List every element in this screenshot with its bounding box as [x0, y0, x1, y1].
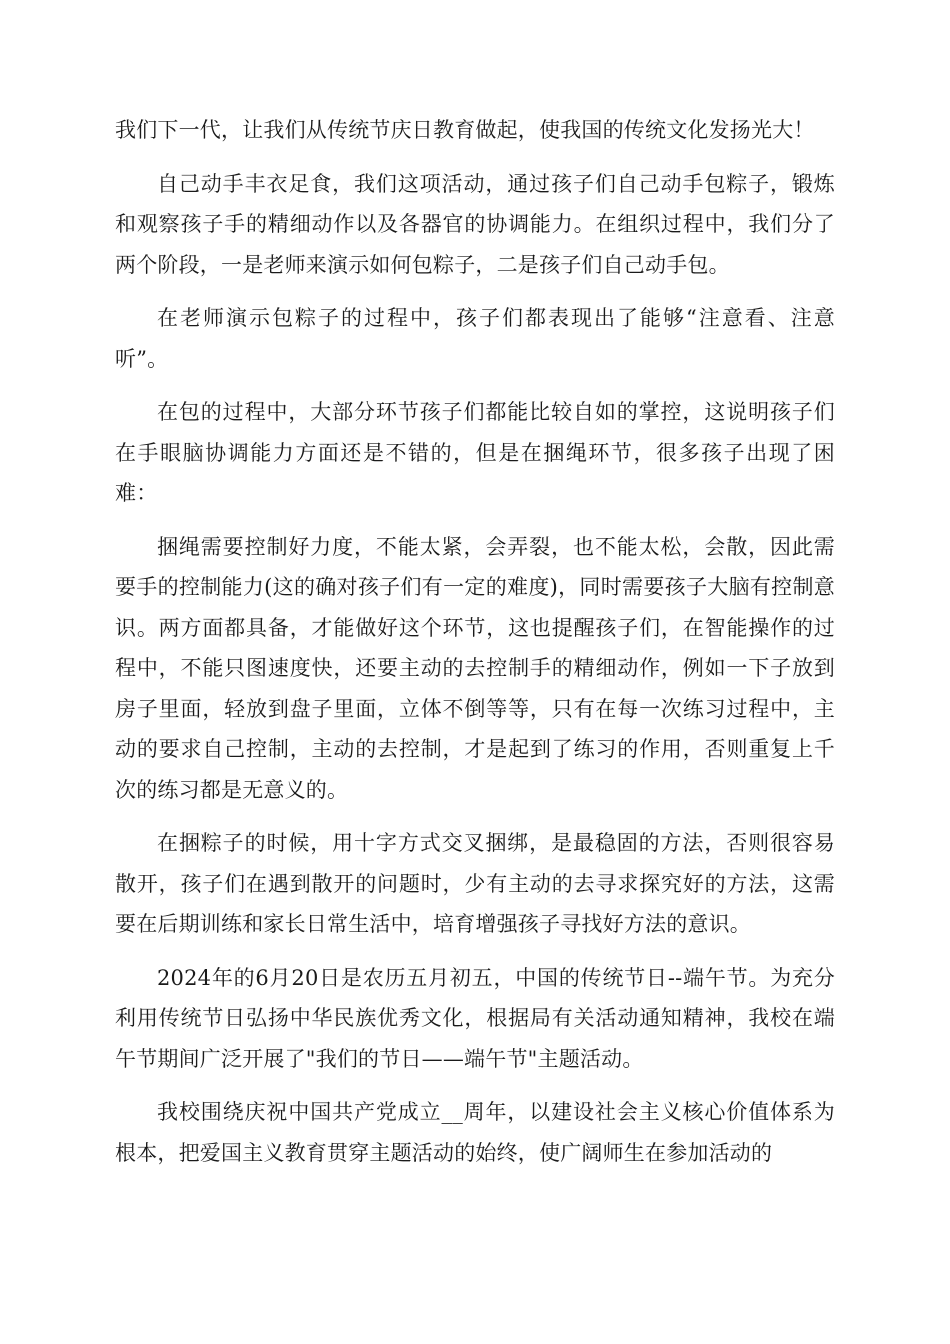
paragraph-8: 我校围绕庆祝中国共产党成立__周年，以建设社会主义核心价值体系为根本，把爱国主义教育贯穿主题活动的始终，使广阔师生在参加活动的	[115, 1100, 835, 1165]
paragraph-6: 在捆粽子的时候，用十字方式交叉捆绑，是最稳固的方法，否则很容易散开，孩子们在遇到散开的问题时，少有主动的去寻求探究好的方法，这需要在后期训练和家长日常生活中，培育增强孩子寻找好方法的意识。	[115, 831, 835, 936]
paragraph-4: 在包的过程中，大部分环节孩子们都能比较自如的掌控，这说明孩子们在手眼脑协调能力方面还是不错的，但是在捆绳环节，很多孩子出现了困难：	[115, 400, 835, 505]
document-body	[115, 110, 835, 1186]
paragraph-7: 2024年的6月20日是农历五月初五，中国的传统节日--端午节。为充分利用传统节日弘扬中华民族优秀文化，根据局有关活动通知精神，我校在端午节期间广泛开展了"我们的节日——端午节"主题活动。	[115, 965, 835, 1071]
paragraph-3: 在老师演示包粽子的过程中，孩子们都表现出了能够“注意看、注意听”。	[115, 306, 835, 371]
paragraph-1: 我们下一代，让我们从传统节庆日教育做起，使我国的传统文化发扬光大！	[115, 118, 815, 142]
paragraph-5: 捆绳需要控制好力度，不能太紧，会弄裂，也不能太松，会散，因此需要手的控制能力(这的确对孩子们有一定的难度)，同时需要孩子大脑有控制意识。两方面都具备，才能做好这个环节，这也提醒孩子们，在智能操作的过程中，不能只图速度快，还要主动的去控制手的精细动作，例如一下子放到房子里面，轻放到盘子里面，立体不倒等等，只有在每一次练习过程中，主动的要求自己控制，主动的去控制，才是起到了练习的作用，否则重复上千次的练习都是无意义的。	[115, 534, 835, 802]
paragraph-2: 自己动手丰衣足食，我们这项活动，通过孩子们自己动手包粽子，锻炼和观察孩子手的精细动作以及各器官的协调能力。在组织过程中，我们分了两个阶段，一是老师来演示如何包粽子，二是孩子们自己动手包。	[115, 171, 835, 277]
